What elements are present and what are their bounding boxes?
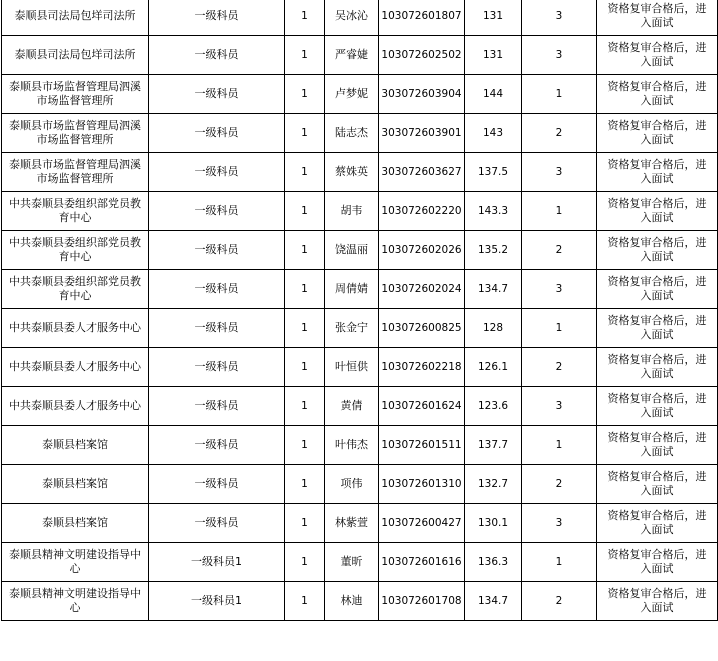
unit-cell: 泰顺县档案馆 xyxy=(2,465,149,504)
result-cell: 资格复审合格后，进入面试 xyxy=(597,543,718,582)
ticket-number-cell: 103072601511 xyxy=(379,426,465,465)
result-cell: 资格复审合格后，进入面试 xyxy=(597,465,718,504)
name-cell: 林迪 xyxy=(325,582,379,621)
table-row xyxy=(2,426,718,465)
ticket-number-cell: 103072602502 xyxy=(379,36,465,75)
table-row xyxy=(2,504,718,543)
ticket-number-cell: 103072601807 xyxy=(379,0,465,36)
unit-cell: 泰顺县司法局包垟司法所 xyxy=(2,0,149,36)
table-row xyxy=(2,192,718,231)
position-cell: 一级科员 xyxy=(149,348,285,387)
ticket-number-cell: 103072602218 xyxy=(379,348,465,387)
position-cell: 一级科员 xyxy=(149,231,285,270)
unit-cell: 泰顺县档案馆 xyxy=(2,426,149,465)
quota-cell: 1 xyxy=(285,36,325,75)
unit-cell: 中共泰顺县委人才服务中心 xyxy=(2,348,149,387)
name-cell: 周倩婧 xyxy=(325,270,379,309)
result-cell: 资格复审合格后，进入面试 xyxy=(597,36,718,75)
results-table-body xyxy=(2,0,718,621)
rank-cell: 2 xyxy=(522,231,597,270)
table-row xyxy=(2,543,718,582)
result-cell: 资格复审合格后，进入面试 xyxy=(597,153,718,192)
name-cell: 叶恒供 xyxy=(325,348,379,387)
ticket-number-cell: 103072600427 xyxy=(379,504,465,543)
score-cell: 136.3 xyxy=(465,543,522,582)
rank-cell: 2 xyxy=(522,348,597,387)
name-cell: 饶温丽 xyxy=(325,231,379,270)
rank-cell: 2 xyxy=(522,582,597,621)
ticket-number-cell: 103072602220 xyxy=(379,192,465,231)
result-cell: 资格复审合格后，进入面试 xyxy=(597,75,718,114)
table-row xyxy=(2,270,718,309)
quota-cell: 1 xyxy=(285,153,325,192)
position-cell: 一级科员1 xyxy=(149,543,285,582)
score-cell: 143 xyxy=(465,114,522,153)
position-cell: 一级科员 xyxy=(149,0,285,36)
table-row xyxy=(2,387,718,426)
position-cell: 一级科员 xyxy=(149,75,285,114)
name-cell: 黄倩 xyxy=(325,387,379,426)
position-cell: 一级科员 xyxy=(149,309,285,348)
table-row xyxy=(2,231,718,270)
score-cell: 134.7 xyxy=(465,270,522,309)
quota-cell: 1 xyxy=(285,504,325,543)
name-cell: 董昕 xyxy=(325,543,379,582)
unit-cell: 中共泰顺县委人才服务中心 xyxy=(2,387,149,426)
rank-cell: 1 xyxy=(522,75,597,114)
name-cell: 胡韦 xyxy=(325,192,379,231)
score-cell: 134.7 xyxy=(465,582,522,621)
unit-cell: 泰顺县精神文明建设指导中心 xyxy=(2,582,149,621)
position-cell: 一级科员 xyxy=(149,387,285,426)
name-cell: 蔡姝英 xyxy=(325,153,379,192)
quota-cell: 1 xyxy=(285,309,325,348)
position-cell: 一级科员 xyxy=(149,36,285,75)
score-cell: 126.1 xyxy=(465,348,522,387)
score-cell: 144 xyxy=(465,75,522,114)
result-cell: 资格复审合格后，进入面试 xyxy=(597,504,718,543)
rank-cell: 3 xyxy=(522,387,597,426)
quota-cell: 1 xyxy=(285,465,325,504)
table-row xyxy=(2,465,718,504)
rank-cell: 3 xyxy=(522,270,597,309)
position-cell: 一级科员 xyxy=(149,465,285,504)
score-cell: 130.1 xyxy=(465,504,522,543)
rank-cell: 3 xyxy=(522,36,597,75)
rank-cell: 2 xyxy=(522,114,597,153)
ticket-number-cell: 103072601310 xyxy=(379,465,465,504)
result-cell: 资格复审合格后，进入面试 xyxy=(597,270,718,309)
quota-cell: 1 xyxy=(285,192,325,231)
position-cell: 一级科员 xyxy=(149,192,285,231)
name-cell: 卢梦妮 xyxy=(325,75,379,114)
rank-cell: 1 xyxy=(522,309,597,348)
score-cell: 131 xyxy=(465,36,522,75)
result-cell: 资格复审合格后，进入面试 xyxy=(597,231,718,270)
ticket-number-cell: 103072601616 xyxy=(379,543,465,582)
result-cell: 资格复审合格后，进入面试 xyxy=(597,309,718,348)
quota-cell: 1 xyxy=(285,75,325,114)
ticket-number-cell: 103072602024 xyxy=(379,270,465,309)
table-row xyxy=(2,75,718,114)
score-cell: 128 xyxy=(465,309,522,348)
unit-cell: 中共泰顺县委组织部党员教育中心 xyxy=(2,270,149,309)
quota-cell: 1 xyxy=(285,348,325,387)
unit-cell: 中共泰顺县委组织部党员教育中心 xyxy=(2,231,149,270)
result-cell: 资格复审合格后，进入面试 xyxy=(597,426,718,465)
quota-cell: 1 xyxy=(285,0,325,36)
ticket-number-cell: 303072603901 xyxy=(379,114,465,153)
position-cell: 一级科员1 xyxy=(149,582,285,621)
quota-cell: 1 xyxy=(285,426,325,465)
score-cell: 132.7 xyxy=(465,465,522,504)
name-cell: 项伟 xyxy=(325,465,379,504)
name-cell: 张金宁 xyxy=(325,309,379,348)
table-row xyxy=(2,36,718,75)
quota-cell: 1 xyxy=(285,114,325,153)
position-cell: 一级科员 xyxy=(149,153,285,192)
quota-cell: 1 xyxy=(285,270,325,309)
rank-cell: 3 xyxy=(522,504,597,543)
name-cell: 严睿婕 xyxy=(325,36,379,75)
table-row xyxy=(2,0,718,36)
score-cell: 143.3 xyxy=(465,192,522,231)
unit-cell: 泰顺县档案馆 xyxy=(2,504,149,543)
rank-cell: 2 xyxy=(522,465,597,504)
name-cell: 林紫萱 xyxy=(325,504,379,543)
results-table xyxy=(1,0,718,621)
name-cell: 陆志杰 xyxy=(325,114,379,153)
score-cell: 131 xyxy=(465,0,522,36)
unit-cell: 泰顺县市场监督管理局泗溪市场监督管理所 xyxy=(2,153,149,192)
unit-cell: 泰顺县市场监督管理局泗溪市场监督管理所 xyxy=(2,114,149,153)
table-row xyxy=(2,582,718,621)
name-cell: 叶伟杰 xyxy=(325,426,379,465)
result-cell: 资格复审合格后，进入面试 xyxy=(597,114,718,153)
rank-cell: 1 xyxy=(522,426,597,465)
unit-cell: 泰顺县司法局包垟司法所 xyxy=(2,36,149,75)
result-cell: 资格复审合格后，进入面试 xyxy=(597,0,718,36)
result-cell: 资格复审合格后，进入面试 xyxy=(597,192,718,231)
rank-cell: 3 xyxy=(522,153,597,192)
unit-cell: 中共泰顺县委人才服务中心 xyxy=(2,309,149,348)
ticket-number-cell: 103072601624 xyxy=(379,387,465,426)
rank-cell: 1 xyxy=(522,192,597,231)
position-cell: 一级科员 xyxy=(149,426,285,465)
quota-cell: 1 xyxy=(285,231,325,270)
unit-cell: 泰顺县精神文明建设指导中心 xyxy=(2,543,149,582)
score-cell: 123.6 xyxy=(465,387,522,426)
position-cell: 一级科员 xyxy=(149,270,285,309)
ticket-number-cell: 103072600825 xyxy=(379,309,465,348)
ticket-number-cell: 103072602026 xyxy=(379,231,465,270)
position-cell: 一级科员 xyxy=(149,114,285,153)
ticket-number-cell: 303072603904 xyxy=(379,75,465,114)
result-cell: 资格复审合格后，进入面试 xyxy=(597,387,718,426)
table-row xyxy=(2,114,718,153)
table-row xyxy=(2,153,718,192)
quota-cell: 1 xyxy=(285,387,325,426)
result-cell: 资格复审合格后，进入面试 xyxy=(597,348,718,387)
score-cell: 137.7 xyxy=(465,426,522,465)
ticket-number-cell: 103072601708 xyxy=(379,582,465,621)
score-cell: 137.5 xyxy=(465,153,522,192)
rank-cell: 3 xyxy=(522,0,597,36)
position-cell: 一级科员 xyxy=(149,504,285,543)
quota-cell: 1 xyxy=(285,582,325,621)
table-row xyxy=(2,348,718,387)
name-cell: 吴冰沁 xyxy=(325,0,379,36)
score-cell: 135.2 xyxy=(465,231,522,270)
unit-cell: 中共泰顺县委组织部党员教育中心 xyxy=(2,192,149,231)
unit-cell: 泰顺县市场监督管理局泗溪市场监督管理所 xyxy=(2,75,149,114)
result-cell: 资格复审合格后，进入面试 xyxy=(597,582,718,621)
rank-cell: 1 xyxy=(522,543,597,582)
ticket-number-cell: 303072603627 xyxy=(379,153,465,192)
table-row xyxy=(2,309,718,348)
quota-cell: 1 xyxy=(285,543,325,582)
